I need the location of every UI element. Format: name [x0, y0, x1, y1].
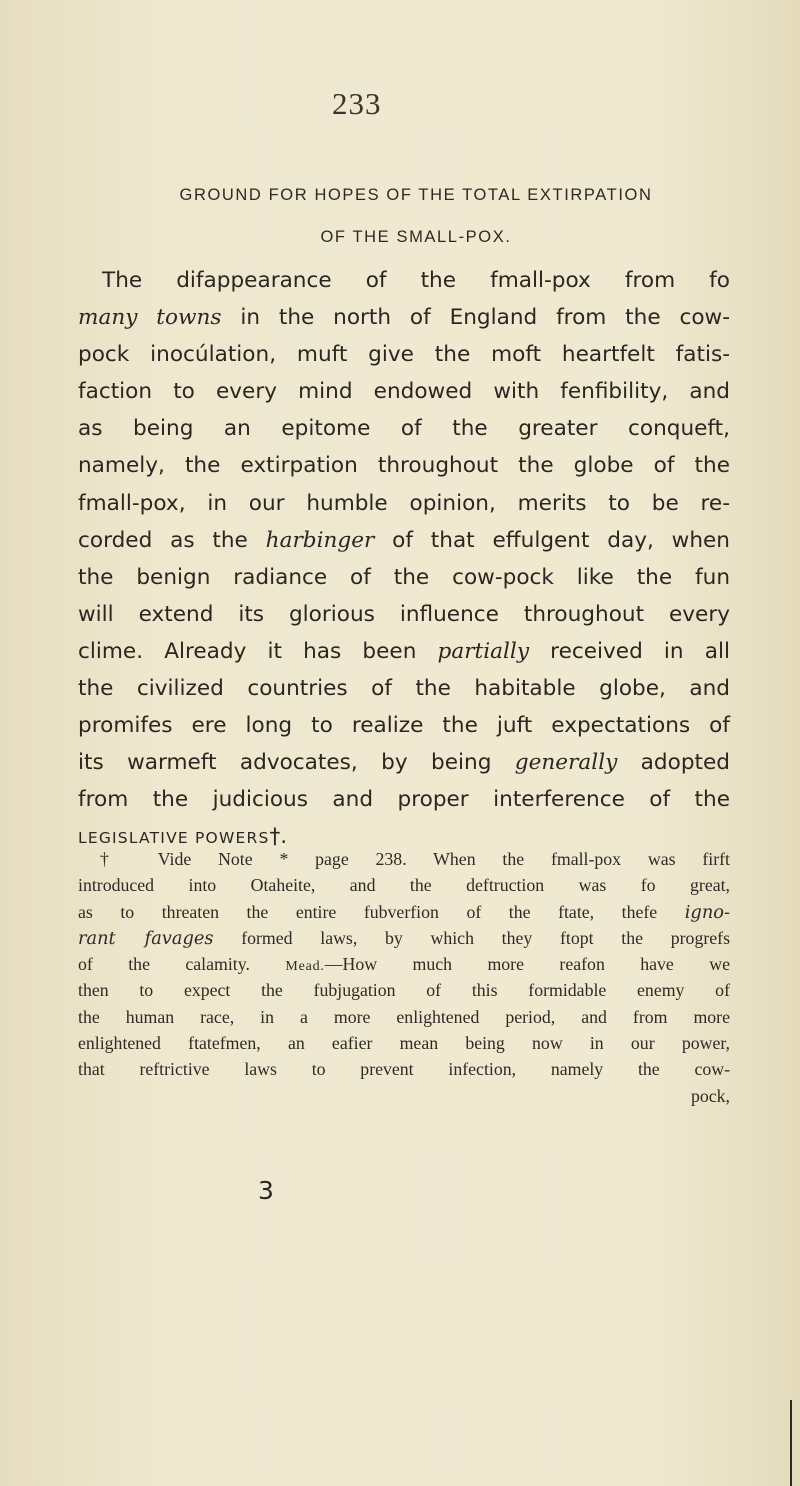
body-line-text: its warmeft advocates, by being	[78, 750, 515, 776]
body-line-text: corded as the	[78, 527, 266, 553]
chapter-heading-line-1: GROUND FOR HOPES OF THE TOTAL EXTIRPATION	[179, 186, 653, 204]
footnote-line	[78, 951, 730, 977]
footnote-line-text: as to threaten the entire fubverfion of the ftate, thefe	[78, 901, 685, 922]
body-line-text: clime. Already it has been	[78, 638, 438, 664]
body-line	[78, 744, 730, 781]
body-line: will extend its glorious influence throughout every	[78, 601, 730, 627]
signature-mark: 3	[258, 1176, 274, 1205]
footnote-line	[78, 925, 730, 951]
italic-phrase: igno-	[684, 901, 730, 923]
footnote-line-text: of the calamity.	[78, 954, 286, 975]
body-paragraph	[78, 262, 730, 856]
italic-phrase: partially	[437, 638, 530, 664]
footnote-line-text: —How much more reafon have we	[324, 954, 730, 975]
italic-phrase: many towns	[78, 305, 222, 331]
chapter-heading-line-2: OF THE SMALL-POX.	[320, 228, 512, 246]
italic-phrase: rant favages	[78, 927, 214, 949]
body-line: faction to every mind endowed with fenfibility, and	[78, 379, 730, 405]
footnote	[78, 846, 730, 1109]
footnote-line: enlightened ftatefmen, an eafier mean being now in our power,	[78, 1033, 730, 1054]
body-line-text: received in all	[529, 638, 730, 664]
body-line-text: adopted	[617, 750, 730, 776]
body-line: from the judicious and proper interference of the	[78, 787, 730, 813]
footnote-line: † Vide Note * page 238. When the fmall-pox was firft	[100, 849, 730, 869]
footnote-line-text: formed laws, by which they ftopt the progrefs	[213, 927, 730, 948]
footnote-line: the human race, in a more enlightened period, and from more	[78, 1006, 730, 1027]
body-line: pock inocúlation, muft give the moft heartfelt fatis-	[78, 342, 730, 368]
footnote-line: then to expect the fubjugation of this formidable enemy of	[78, 980, 730, 1001]
body-line: the civilized countries of the habitable globe, and	[78, 676, 730, 702]
body-line: the benign radiance of the cow-pock like the fun	[78, 564, 730, 590]
citation-author: Mead.	[285, 959, 325, 975]
page-edge-line	[790, 1400, 792, 1486]
body-line-text: in the north of England from the cow-	[221, 305, 730, 331]
body-line	[78, 522, 730, 559]
body-line: fmall-pox, in our humble opinion, merits to be re-	[78, 490, 730, 516]
body-line: The difappearance of the fmall-pox from fo	[102, 268, 730, 293]
footnote-marker: †.	[269, 824, 288, 850]
footnote-line: introduced into Otaheite, and the deftruction was fo great,	[78, 875, 730, 896]
body-line	[78, 633, 730, 670]
body-line	[78, 299, 730, 336]
body-line: namely, the extirpation throughout the globe of the	[78, 453, 730, 479]
catchword: pock,	[690, 1085, 730, 1106]
body-line-text: of that effulgent day, when	[374, 527, 730, 553]
body-line: as being an epitome of the greater conqueft,	[78, 416, 730, 442]
footnote-line	[78, 899, 730, 925]
small-caps-phrase: LEGISLATIVE POWERS	[78, 829, 270, 848]
page-number: 233	[332, 86, 382, 121]
italic-phrase: harbinger	[265, 527, 375, 553]
body-line: promifes ere long to realize the juft expectations of	[78, 713, 730, 739]
italic-phrase: generally	[514, 750, 618, 776]
footnote-line: that reftrictive laws to prevent infection, namely the cow-	[78, 1059, 730, 1080]
